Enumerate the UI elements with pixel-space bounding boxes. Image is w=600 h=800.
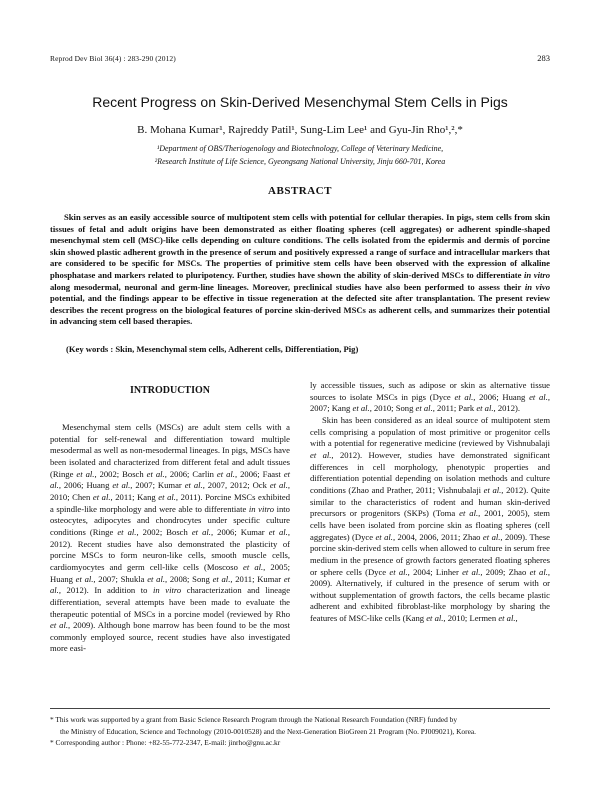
body-text: , 2010; Lermen [443,613,499,624]
etal: et al. [529,391,548,402]
section-heading-introduction: INTRODUCTION [129,385,210,396]
body-text: , 2010; Chen [50,480,290,502]
body-text: , 2007; Kumar [130,480,185,491]
etal: et al. [92,491,111,502]
page-number: 283 [537,53,550,63]
body-text: , [515,613,518,624]
etal: et al. [75,573,94,584]
body-text: , 2004; Linher [407,566,463,577]
body-paragraph [310,380,550,415]
left-column [50,422,290,655]
body-text: Mesenchymal stem cells (MSCs) are adult stem cells with a potential for self-renewal and differentiation toward multiple mesodermal as well as non-mesodermal lineages. In pigs, MSCs have been isolated and characterized from different fetal and adult tissues (Ringe [50,422,290,479]
affiliations [0,142,600,168]
body-paragraph [310,415,550,625]
body-text: , 2010; Song [369,403,416,414]
body-text: , 2012). In addition to [58,585,154,596]
italic-term: in vitro [248,503,275,514]
etal: et al. [352,403,370,414]
body-text: , 2011). Porcine MSCs exhibited a spindle-like morphology and were able to differentiate [50,491,291,514]
etal: et al. [426,613,444,624]
body-text: into osteocytes, adipocytes and chondrocytes under specific culture conditions (Ringe [50,503,290,537]
body-text: ly accessible tissues, such as adipose or skin as alternative tissue sources to isolate MSCs in pigs (Dyce [310,380,550,402]
etal: et al. [158,491,176,502]
etal: et al. [415,403,433,414]
abstract-body [50,212,550,328]
body-text: , 2006; Faast [234,468,284,479]
etal: et al. [212,573,231,584]
footnotes [50,714,550,749]
body-text: , 2002; Bosch [94,468,147,479]
etal: et al. [216,468,235,479]
etal: et al. [498,613,516,624]
author-list: B. Mohana Kumar¹, Rajreddy Patil¹, Sung-Lim Lee¹ and Gyu-Jin Rho¹,²,* [137,124,463,136]
paper-title: Recent Progress on Skin-Derived Mesenchymal Stem Cells in Pigs [92,94,508,110]
body-paragraph [50,422,290,655]
body-text: , 2012). Recent studies have also demonstrated the plasticity of porcine MSCs to form neuron-like cells, smooth muscle cells, cardiomyocytes and germ cell-like cells (Moscoso [50,526,290,572]
abstract-paragraph [50,212,550,328]
body-text: , 2011; Park [432,403,477,414]
body-text: Skin has been considered as an ideal source of multipotent stem cells comprising a population of most primitive or progenitor cells with a potential for regenerative medicine (reviewed by Vishnubalaji [310,414,550,449]
etal: et al. [147,573,165,584]
etal: et al. [269,480,288,491]
etal: et al. [476,403,494,414]
etal: et al. [482,531,501,542]
etal: et al. [50,573,291,596]
etal: et al. [50,468,291,491]
affiliation-1: ¹Department of OBS/Theriogenology and Biotechnology, College of Veterinary Medicine, [156,144,444,153]
footnote-divider [50,708,550,709]
etal: et al. [462,566,481,577]
body-text: , 2005; Huang [50,561,290,584]
italic-term: in vitro [153,585,182,596]
body-text: , 2008; Song [164,573,213,584]
etal: et al. [191,526,211,537]
body-text: , 2011; Kang [110,491,159,502]
body-text: , 2009). These porcine skin-derived stem cells when allowed to culture in serum free medium in the presence of growth factors generated floating spheres or sphere cells (Dyce [310,531,550,577]
abstract-italic: in vivo [524,281,550,292]
etal: et al. [459,508,479,519]
etal: et al. [76,468,95,479]
abstract-italic: in vitro [524,269,550,280]
body-text: , 2006; Carlin [164,468,217,479]
etal: et al. [483,484,502,495]
corresponding-author-footnote: * Corresponding author : Phone: +82-55-772-2347, E-mail: jinrho@gnu.ac.kr [50,738,281,747]
etal: et al. [117,526,137,537]
affiliation-2: ²Research Institute of Life Science, Gyeongsang National University, Jinju 660-701, Korea [154,157,446,166]
body-text: , 2012). [493,403,521,414]
body-text: , 2009). Alternatively, if cultured in the presence of serum with or without supplementation of growth factors, the cells became plastic adherent and exhibited fibroblast-like morphology by sharing the features of MSC-like cells (Kang [310,566,551,624]
body-text: , 2007, 2012; Ock [202,480,270,491]
etal: et al. [50,620,68,631]
etal: et al. [112,480,131,491]
etal: et al. [529,566,548,577]
body-text: , 2009; Zhao [480,566,530,577]
etal: et al. [146,468,165,479]
keywords: (Key words : Skin, Mesenchymal stem cells, Adherent cells, Differentiation, Pig) [66,344,359,354]
etal: et al. [184,480,203,491]
funding-footnote: * This work was supported by a grant from Basic Science Research Program through the National Research Foundation (NRF) funded by [50,715,458,724]
abstract-text: Skin serves as an easily accessible source of multipotent stem cells with potential for cellular therapies. In pigs, stem cells from skin tissues of fetal and adult origins have been demonstrated as either floating spheres (cell aggregates) or adherent spindle-shaped mesenchymal stem cell (MSC)-like cells depending on culture conditions. The cells isolated from the epidermis and dermis of porcine skin showed plastic adherent growth in the presence of serum and positively expressed a range of surface and intracellular markers that are considered to be specific for MSCs. The properties of primitive stem cells have been observed with the expression of alkaline phosphatase and markers related to pluripotency. Further, studies have shown the ability of skin-derived MSCs to differentiate [50,212,550,280]
etal: et al. [389,566,408,577]
body-text: , 2012). Quite similar to the characteristics of rodent and human skin-derived precursors or progenitors (SKPs) (Toma [310,484,550,519]
body-text: , 2002; Bosch [136,526,192,537]
etal: et al. [243,561,264,572]
body-text: , 2006; Kumar [210,526,269,537]
journal-citation: Reprod Dev Biol 36(4) : 283-290 (2012) [50,54,176,63]
body-text: characterization and lineage differentiation, several attempts have been made to evaluate the therapeutic potential of MSCs in a porcine model (reviewed by Rho [50,585,291,619]
right-column [310,380,550,625]
body-text: , 2001, 2005), stem cells have been isolated from porcine skin as floating spheres (cell aggregates) (Dyce [310,508,550,542]
funding-footnote-cont: the Ministry of Education, Science and Technology (2010-0010528) and the Next-Generation BioGreen 21 Program (No. PJ009021), Korea. [60,726,476,736]
body-text: , 2004, 2006, 2011; Zhao [392,531,483,542]
abstract-text: along mesodermal, neuronal and germ-line lineages. Moreover, preclinical studies have also been performed to assess their [50,281,525,292]
body-text: , 2006; Huang [58,480,113,491]
body-text: , 2006; Huang [473,391,530,402]
abstract-heading: ABSTRACT [268,185,332,197]
body-text: , 2007; Kang [310,391,550,414]
body-text: , 2007; Shukla [93,573,148,584]
body-text: , 2011; Kumar [230,573,284,584]
etal: et al. [310,449,332,460]
etal: et al. [454,391,474,402]
etal: et al. [375,531,393,542]
body-text: , 2009). Although bone marrow has been found to be the most commonly employed source, recent studies have also investigated more easi- [50,620,291,654]
body-text: , 2012). However, studies have demonstrated significant differences in cell morphology, phenotypic properties and differentiation potential depending on isolation methods and culture conditions (Zhao and Prather, 2011; Vishnubalaji [310,449,550,495]
etal: et al. [268,526,288,537]
abstract-text: potential, and the findings appear to be effective in tissue regeneration at the defected site after transplantation. The present review describes the recent progress on the biological features of porcine skin-derived MSCs as adherent cells, and summarizes their potential in advancing stem cell based therapies. [50,293,550,327]
